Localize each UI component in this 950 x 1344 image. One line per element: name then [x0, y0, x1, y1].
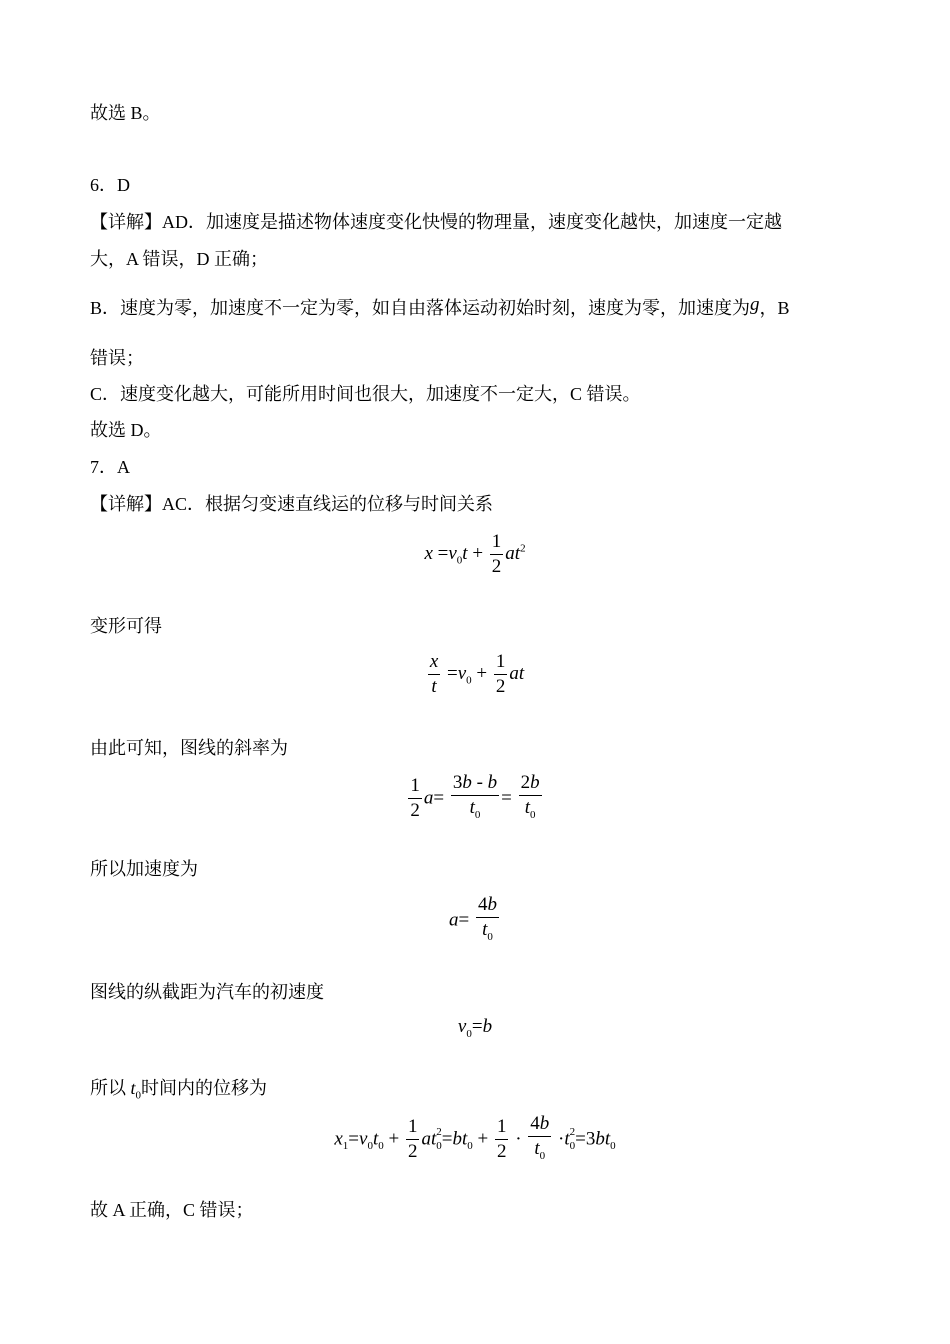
symbol-t: t	[130, 1078, 136, 1098]
text-segment: ，B	[759, 298, 790, 318]
text-line	[90, 296, 790, 321]
text-line: 所以加速度为	[90, 859, 198, 879]
equation-2: $\frac{x}{t}$ $=v_0$ + $\frac{1}{2}$ at	[429, 651, 525, 697]
subscript: 0	[135, 1089, 142, 1102]
equation-6: $x_1=v_0t_0$ + $\frac{1}{2}$ at $_{2 0}=bt_0$ + $\frac{1}{2}$ · $\frac{4b}{t_0}$ ·t $_{2 0}=3bt_0$	[334, 1113, 616, 1163]
text-line: 变形可得	[90, 616, 162, 636]
symbol-g: g	[750, 294, 760, 315]
text-line: C．速度变化越大，可能所用时间也很大，加速度不一定大，C 错误。	[90, 384, 641, 404]
question-number: 7．A	[90, 457, 130, 477]
question-number: 6．D	[90, 175, 130, 195]
text-line: 【详解】AC．根据匀变速直线运的位移与时间关系	[90, 494, 494, 514]
text-line: 错误；	[90, 348, 144, 368]
text-line: 故选 D。	[90, 420, 162, 440]
text-line: 由此可知，图线的斜率为	[90, 738, 288, 758]
equation-1: $x =v_0t$ + $\frac{1}{2}$ $at^2$	[424, 531, 526, 577]
text-segment: B．速度为零，加速度不一定为零，如自由落体运动初始时刻，速度为零，加速度为	[90, 298, 751, 318]
equation-5: $v_0=b$	[457, 1016, 493, 1040]
equation-3: $\frac{1}{2}$ a= $\frac{3b - b}{t_0}$ = $\frac{2b}{t_0}$	[410, 772, 540, 822]
text-line: 大，A 错误，D 正确；	[90, 249, 269, 269]
text-line	[90, 1076, 267, 1108]
equation-4: a= $\frac{4b}{t_0}$	[449, 894, 497, 943]
text-segment: 时间内的位移为	[141, 1078, 268, 1098]
text-line: 故 A 正确，C 错误；	[90, 1200, 254, 1220]
text-segment: 所以	[90, 1078, 131, 1098]
text-line: 故选 B。	[90, 103, 161, 123]
text-line: 【详解】AD．加速度是描述物体速度变化快慢的物理量，速度变化越快，加速度一定越	[90, 212, 782, 232]
text-line: 图线的纵截距为汽车的初速度	[90, 982, 324, 1002]
